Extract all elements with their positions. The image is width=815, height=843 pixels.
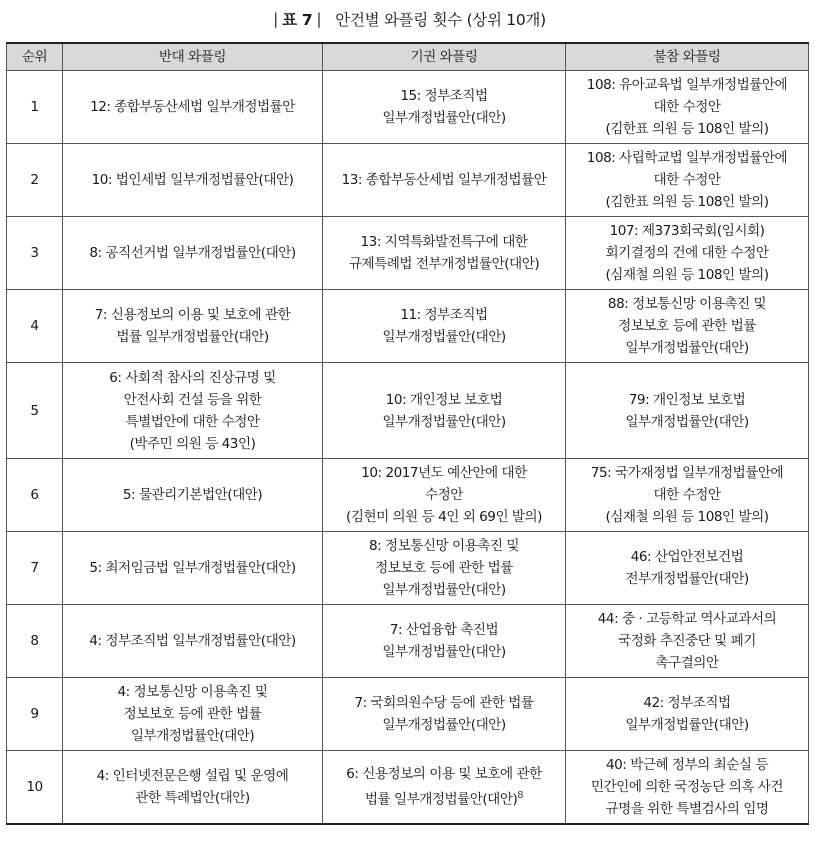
absent-cell: 44: 중 · 고등학교 역사교과서의 국정화 추진중단 및 폐기 촉구결의안	[566, 605, 809, 678]
table-row	[7, 459, 809, 532]
against-cell: 4: 인터넷전문은행 설립 및 운영에 관한 특례법안(대안)	[63, 751, 323, 825]
table-row	[7, 605, 809, 678]
table-row	[7, 363, 809, 459]
abstain-cell	[323, 751, 566, 825]
absent-cell: 75: 국가재정법 일부개정법률안에 대한 수정안 (심재철 의원 등 108인 발의)	[566, 459, 809, 532]
against-cell: 4: 정부조직법 일부개정법률안(대안)	[63, 605, 323, 678]
table-row	[7, 290, 809, 363]
table-row	[7, 532, 809, 605]
table-row	[7, 217, 809, 290]
against-cell: 8: 공직선거법 일부개정법률안(대안)	[63, 217, 323, 290]
table-caption: | 표 7 | 안건별 와플링 횟수 (상위 10개)	[273, 10, 546, 29]
table-row	[7, 71, 809, 144]
abstain-cell: 13: 지역특화발전특구에 대한 규제특례법 전부개정법률안(대안)	[323, 217, 566, 290]
against-cell: 5: 최저임금법 일부개정법률안(대안)	[63, 532, 323, 605]
header-against: 반대 와플링	[63, 43, 323, 71]
header-row	[7, 43, 809, 71]
rank-cell: 5	[7, 363, 63, 459]
rank-cell: 8	[7, 605, 63, 678]
abstain-cell: 8: 정보통신망 이용촉진 및 정보보호 등에 관한 법률 일부개정법률안(대안)	[323, 532, 566, 605]
table-number: 표 7	[282, 11, 313, 29]
rank-cell: 1	[7, 71, 63, 144]
header-absent: 불참 와플링	[566, 43, 809, 71]
abstain-cell: 7: 국회의원수당 등에 관한 법률 일부개정법률안(대안)	[323, 678, 566, 751]
header-rank: 순위	[7, 43, 63, 71]
absent-cell: 107: 제373회국회(임시회) 회기결정의 건에 대한 수정안 (심재철 의원 등 108인 발의)	[566, 217, 809, 290]
absent-cell: 40: 박근혜 정부의 최순실 등 민간인에 의한 국정농단 의혹 사건 규명을 위한 특별검사의 임명	[566, 751, 809, 825]
footnote-marker: 8	[517, 790, 524, 802]
abstain-cell: 15: 정부조직법 일부개정법률안(대안)	[323, 71, 566, 144]
absent-cell: 108: 사립학교법 일부개정법률안에 대한 수정안 (김한표 의원 등 108인 발의)	[566, 144, 809, 217]
rank-cell: 9	[7, 678, 63, 751]
against-cell: 10: 법인세법 일부개정법률안(대안)	[63, 144, 323, 217]
against-cell: 4: 정보통신망 이용촉진 및 정보보호 등에 관한 법률 일부개정법률안(대안)	[63, 678, 323, 751]
rank-cell: 7	[7, 532, 63, 605]
against-cell: 6: 사회적 참사의 진상규명 및 안전사회 건설 등을 위한 특별법안에 대한 수정안 (박주민 의원 등 43인)	[63, 363, 323, 459]
absent-cell: 42: 정부조직법 일부개정법률안(대안)	[566, 678, 809, 751]
against-cell: 5: 물관리기본법안(대안)	[63, 459, 323, 532]
abstain-cell: 7: 산업융합 촉진법 일부개정법률안(대안)	[323, 605, 566, 678]
abstain-cell: 10: 2017년도 예산안에 대한 수정안 (김현미 의원 등 4인 외 69인 발의)	[323, 459, 566, 532]
rank-cell: 3	[7, 217, 63, 290]
table-row	[7, 144, 809, 217]
absent-cell: 79: 개인정보 보호법 일부개정법률안(대안)	[566, 363, 809, 459]
rank-cell: 6	[7, 459, 63, 532]
absent-cell: 46: 산업안전보건법 전부개정법률안(대안)	[566, 532, 809, 605]
against-cell: 12: 종합부동산세법 일부개정법률안	[63, 71, 323, 144]
table-title: 안건별 와플링 횟수 (상위 10개)	[335, 11, 546, 29]
header-abstain: 기권 와플링	[323, 43, 566, 71]
rank-cell: 4	[7, 290, 63, 363]
absent-cell: 88: 정보통신망 이용촉진 및 정보보호 등에 관한 법률 일부개정법률안(대안)	[566, 290, 809, 363]
abstain-cell-text: 6: 신용정보의 이용 및 보호에 관한 법률 일부개정법률안(대안)	[346, 766, 542, 808]
rank-cell: 2	[7, 144, 63, 217]
filibuster-table	[6, 42, 809, 825]
against-cell: 7: 신용정보의 이용 및 보호에 관한 법률 일부개정법률안(대안)	[63, 290, 323, 363]
abstain-cell: 10: 개인정보 보호법 일부개정법률안(대안)	[323, 363, 566, 459]
absent-cell: 108: 유아교육법 일부개정법률안에 대한 수정안 (김한표 의원 등 108인 발의)	[566, 71, 809, 144]
rank-cell: 10	[7, 751, 63, 825]
abstain-cell: 11: 정부조직법 일부개정법률안(대안)	[323, 290, 566, 363]
table-row	[7, 678, 809, 751]
table-row	[7, 751, 809, 825]
abstain-cell: 13: 종합부동산세법 일부개정법률안	[323, 144, 566, 217]
